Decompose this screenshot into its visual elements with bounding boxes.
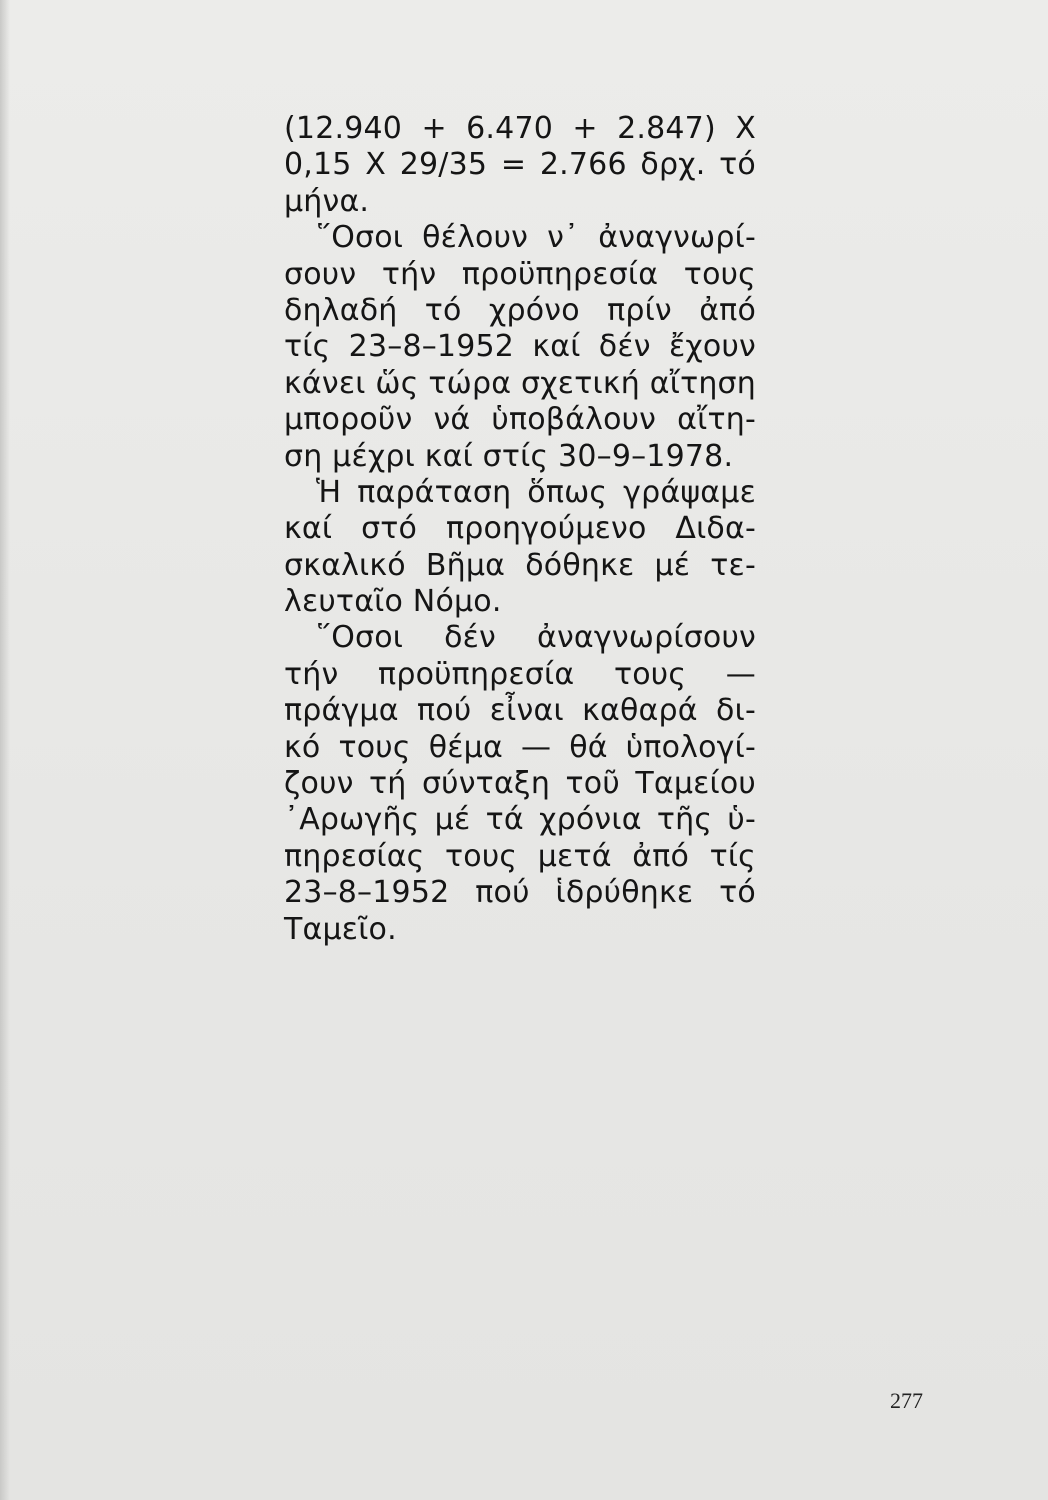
text-line: ῞Οσοι θέλουν ν᾽ ἀναγνωρί-	[316, 220, 756, 256]
text-line: μποροῦν νά ὑποβάλουν αἴτη-	[284, 402, 756, 438]
binding-shadow	[0, 0, 10, 1500]
text-line: τήν προϋπηρεσία τους —	[284, 656, 756, 692]
text-line: σκαλικό Βῆμα δόθηκε μέ τε-	[284, 547, 756, 583]
text-line: κάνει ὥς τώρα σχετική αἴτηση	[284, 365, 756, 401]
text-line: ᾽Αρωγῆς μέ τά χρόνια τῆς ὑ-	[284, 802, 756, 838]
text-line: Ἡ παράταση ὅπως γράψαμε	[316, 474, 756, 510]
text-line: τίς 23–8–1952 καί δέν ἔχουν	[284, 329, 756, 365]
text-line: 23–8–1952 πού ἱδρύθηκε τό	[284, 875, 756, 911]
text-line: Ταμεῖο.	[284, 911, 397, 947]
text-line: (12.940 + 6.470 + 2.847) X	[284, 111, 756, 146]
text-line: σουν τήν προϋπηρεσία τους	[284, 256, 756, 292]
page-number: 277	[890, 1388, 923, 1413]
text-line: καί στό προηγούμενο Διδα-	[284, 511, 756, 547]
text-line: κό τους θέμα — θά ὑπολογί-	[284, 729, 756, 765]
text-line: ῞Οσοι δέν ἀναγνωρίσουν	[316, 620, 756, 656]
text-line: ση μέχρι καί στίς 30–9–1978.	[284, 438, 734, 474]
text-line: πηρεσίας τους μετά ἀπό τίς	[284, 838, 756, 874]
article-text	[284, 111, 756, 948]
text-line: λευταῖο Νόμο.	[284, 584, 502, 620]
text-line: μήνα.	[284, 183, 370, 219]
text-line: 0,15 X 29/35 = 2.766 δρχ. τό	[284, 147, 756, 183]
text-line: ζουν τή σύνταξη τοῦ Ταμείου	[284, 766, 756, 802]
text-line: πράγμα πού εἶναι καθαρά δι-	[284, 693, 756, 729]
text-line: δηλαδή τό χρόνο πρίν ἀπό	[284, 292, 756, 328]
